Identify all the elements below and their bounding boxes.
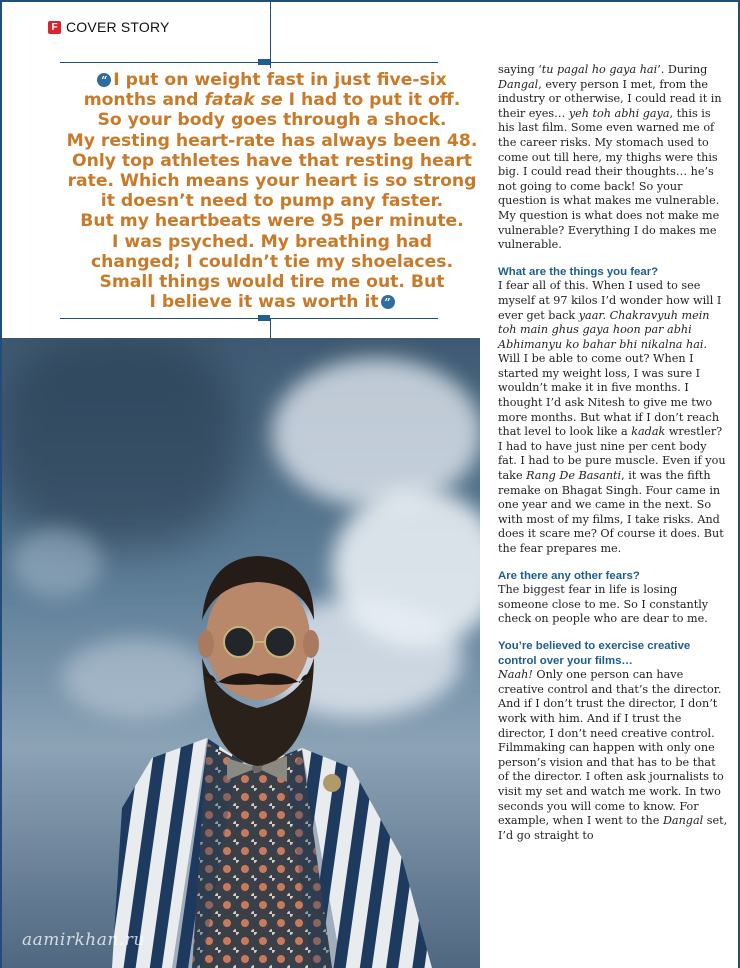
italic-run: yaar. Chakravyuh mein toh main ghus gaya hoon par abhi Abhimanyu ko bahar bhi nikalna hai.	[498, 308, 710, 351]
close-quote-icon: ”	[381, 295, 395, 309]
italic-run: Naah!	[498, 668, 533, 682]
quote-line: months and	[83, 90, 205, 111]
photo-watermark: aamirkhan.ru	[22, 930, 145, 950]
italic-run: kadak	[631, 425, 666, 439]
quote-line: I put on weight fast in just five-six	[113, 70, 447, 90]
quote-line: changed; I couldn’t tie my shoelaces.	[90, 251, 454, 272]
question-heading: What are the things you fear?	[498, 265, 659, 278]
text-run: Will I be able to come out? When I started my weight loss, I was sure I wouldn’t make it in five months. I thought I’d ask Nitesh to give me two more months. But what if I don’t reach that level to look like a	[498, 352, 720, 439]
quote-line: Small things would tire me out. But	[99, 272, 445, 293]
italic-run: Rang De Basanti	[526, 469, 622, 483]
text-run: , every person I met, from the industry or otherwise, I could read it in their eyes…	[498, 77, 722, 120]
italic-run: yeh toh abhi gaya	[568, 106, 670, 120]
divider-horizontal-bottom	[60, 318, 438, 319]
italic-run: tu pagal ho gaya hai	[541, 63, 658, 76]
divider-marker-top	[258, 59, 270, 65]
divider-vertical-bottom	[270, 318, 271, 338]
portrait-figure-icon	[2, 338, 480, 968]
quote-line: But my heartbeats were 95 per minute.	[80, 211, 464, 232]
italic-run: Dangal	[498, 77, 539, 91]
divider-vertical-top	[270, 2, 271, 68]
section-label	[48, 18, 170, 36]
quote-italic-phrase: fatak se	[204, 90, 283, 111]
quote-line: So your body goes through a shock.	[97, 110, 447, 131]
article-paragraph	[498, 668, 728, 843]
section-title: COVER STORY	[66, 19, 170, 35]
text-run: wrestler? I had to have just nine per cent body fat. I had to be pure muscle. Even if you take	[498, 425, 726, 483]
open-quote-icon: “	[97, 73, 111, 87]
quote-line: rate. Which means your heart is so strong	[67, 171, 477, 192]
text-run: I fear all of this. When I used to see myself at 97 kilos I’d wonder how will I ever get back	[498, 279, 722, 322]
quote-line: Only top athletes have that resting heart	[71, 150, 473, 171]
article-paragraph: The biggest fear in life is losing someone close to me. So I constantly check on people who are dear to me.	[498, 583, 709, 626]
magazine-badge-icon: F	[48, 21, 61, 34]
divider-horizontal-top	[60, 62, 438, 63]
quote-line: I had to put it off.	[282, 90, 461, 111]
quote-line: it doesn’t need to pump any faster.	[100, 191, 444, 212]
question-heading: You’re believed to exercise creative control over your films…	[498, 639, 691, 667]
text-run: set, I’d go straight to	[498, 814, 728, 842]
quote-line: I believe it was worth it	[149, 292, 379, 313]
text-run: ’. During	[657, 63, 708, 76]
pull-quote	[62, 70, 482, 312]
article-paragraph	[498, 279, 728, 556]
question-heading: Are there any other fears?	[498, 569, 640, 582]
article-column	[498, 63, 728, 843]
divider-marker-bottom	[258, 315, 270, 321]
quote-line: I was psyched. My breathing had	[111, 231, 433, 252]
text-run: , this is his last film. Some even warned me of the career risks. My stomach used to come out till here, my thighs were this big. I could read their thoughts… he’s not going to come back! So your question is what makes me vulnerable. My question is what does not make me vulnerable? Everything I do makes me vulnerable.	[498, 106, 720, 252]
article-paragraph	[498, 63, 728, 253]
page-frame-top	[0, 0, 740, 2]
text-run: , it was the fifth remake on Bhagat Singh. Four came in one year and we came in the next. So with most of my films, I take risks. And does it scare me? Of course it does. But the fear prepares me.	[498, 469, 724, 555]
text-run: saying ‘	[498, 63, 542, 76]
text-run: Only one person can have creative control and that’s the director. And if I don’t trust the director, I don’t work with him. And if I trust the director, I don’t need creative control. Filmmaking can happen with only one person’s vision and that has to be that of the director. I often ask journalists to visit my set and watch me work. In two seconds you will come to know. For example, when I went to the	[498, 668, 724, 828]
quote-line: My resting heart-rate has always been 48.	[66, 130, 478, 151]
italic-run: Dangal	[662, 814, 704, 828]
cover-photo	[2, 338, 480, 968]
